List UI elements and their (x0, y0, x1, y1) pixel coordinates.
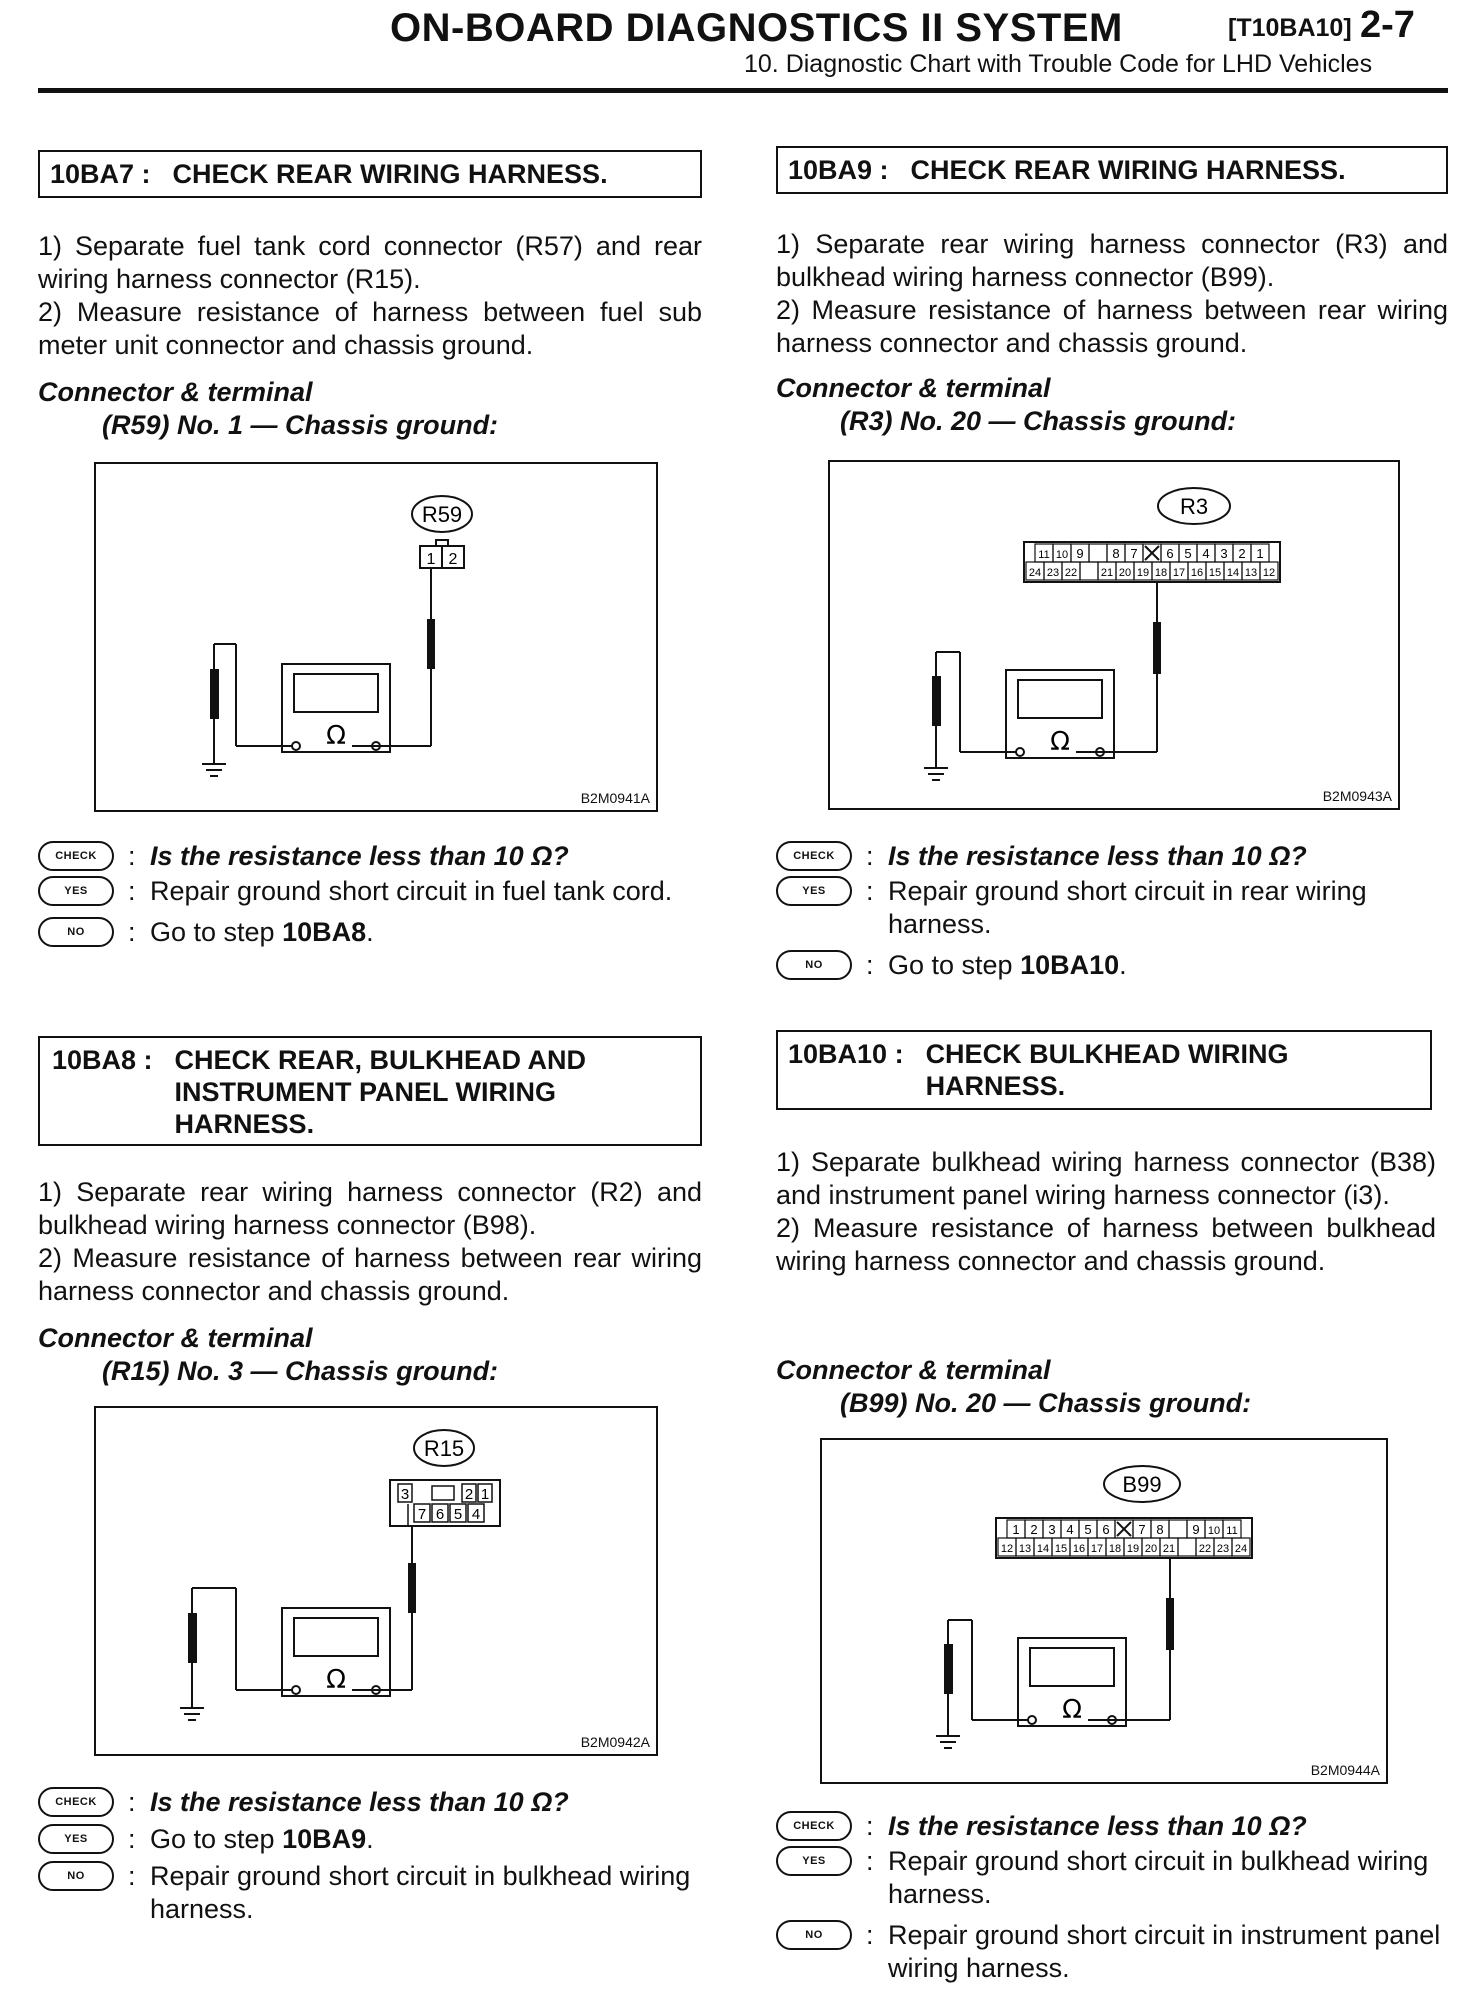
check-block-10ba7: CHECK : Is the resistance less than 10 Ω? YES : Repair ground short circuit in fuel tank cord. NO : Go to step 10BA8. (38, 840, 702, 949)
step-code: 10BA9 : (788, 155, 889, 185)
connector-pin-number: 7 (1130, 546, 1138, 561)
yes-badge: YES (38, 1824, 114, 1854)
connector-pin-number: 14 (1036, 1543, 1050, 1555)
circuit-diagram (830, 462, 1398, 808)
connector-pin-number: 23 (1046, 567, 1060, 579)
connector-pin-number: 1 (1256, 546, 1264, 561)
step-heading (776, 146, 1448, 194)
step-heading (38, 1036, 702, 1146)
svg-text:1: 1 (426, 551, 436, 568)
connector-pin-number: 15 (1054, 1543, 1068, 1555)
connector-pin-number: 5 (1084, 1522, 1092, 1537)
connector-pin (1080, 562, 1098, 580)
step-10ba9 (776, 146, 1448, 194)
connector-pin (1169, 1520, 1187, 1538)
step-code: 10BA7 : (50, 159, 151, 189)
wiring-figure-r59 (94, 462, 658, 812)
connector-pin (1089, 544, 1107, 562)
ohm-symbol: Ω (1050, 727, 1070, 757)
connector-label: B99 (1122, 1472, 1162, 1497)
step-title: CHECK BULKHEAD WIRING HARNESS. (925, 1039, 1289, 1101)
connector-pin-number: 13 (1244, 567, 1258, 579)
connector-pin-number: 17 (1172, 567, 1186, 579)
instruction-2: 2) Measure resistance of harness between bulkhead wiring harness connector and chassis ground. (776, 1213, 1436, 1276)
connector-pin-number: 11 (1038, 549, 1050, 561)
step-heading (38, 150, 702, 198)
yes-badge: YES (38, 876, 114, 906)
connector-pin-number: 11 (1226, 1525, 1238, 1537)
connector-terminal-label: Connector & terminal (776, 1355, 1051, 1385)
connector-pin-number: 16 (1072, 1543, 1086, 1555)
step-title: CHECK REAR WIRING HARNESS. (172, 159, 608, 189)
check-question: Is the resistance less than 10 Ω? (150, 841, 569, 871)
wiring-figure-r3 (828, 460, 1400, 810)
yes-action: Repair ground short circuit in bulkhead wiring harness. (888, 1846, 1429, 1909)
yes-action: Go to step 10BA9. (150, 1824, 374, 1854)
svg-text:7: 7 (417, 1506, 427, 1523)
connector-terminal-spec: (B99) No. 20 — Chassis ground: (840, 1388, 1252, 1418)
no-badge: NO (776, 1920, 852, 1950)
connector-pin-number: 24 (1028, 567, 1042, 579)
connector-pin-number: 22 (1198, 1543, 1212, 1555)
connector-pin-number: 19 (1136, 567, 1150, 579)
connector-pin-number: 6 (1102, 1522, 1110, 1537)
check-question: Is the resistance less than 10 Ω? (888, 841, 1307, 871)
figure-id: B2M0944A (1310, 1762, 1380, 1778)
connector-pin-number: 4 (1202, 546, 1210, 561)
svg-text:4: 4 (471, 1506, 481, 1523)
connector-label: R3 (1179, 494, 1209, 519)
step-title: CHECK REAR, BULKHEAD AND INSTRUMENT PANEL WIRING HARNESS. (174, 1045, 587, 1139)
connector-pin-number: 6 (1166, 546, 1174, 561)
connector-terminal-spec: (R59) No. 1 — Chassis ground: (102, 410, 499, 440)
connector-pin-number: 22 (1064, 567, 1078, 579)
figure-id: B2M0941A (580, 790, 650, 806)
connector-pin-number: 20 (1144, 1543, 1158, 1555)
instruction-2: 2) Measure resistance of harness between fuel sub meter unit connector and chassis ground. (38, 297, 702, 360)
connector-pin-number: 12 (1262, 567, 1276, 579)
connector-pin-number: 13 (1018, 1543, 1032, 1555)
connector-pin-grid (996, 1518, 1252, 1558)
connector-pin-number: 7 (1138, 1522, 1146, 1537)
step-code: 10BA8 : (52, 1045, 153, 1075)
connector-pin-number: 24 (1234, 1543, 1248, 1555)
connector-pin-number: 10 (1055, 549, 1069, 561)
connector-pin-number: 2 (1030, 1522, 1038, 1537)
no-action: Repair ground short circuit in bulkhead wiring harness. (150, 1861, 691, 1924)
figure-id: B2M0942A (580, 1734, 650, 1750)
section-code: [T10BA10] (1228, 14, 1352, 42)
yes-badge: YES (776, 1846, 852, 1876)
yes-badge: YES (776, 876, 852, 906)
connector-pin-number: 20 (1118, 567, 1132, 579)
step-heading (776, 1030, 1432, 1110)
connector-pin-number: 3 (1048, 1522, 1056, 1537)
step-10ba8 (38, 1036, 702, 1146)
connector-pin-number: 9 (1076, 546, 1084, 561)
no-action: Go to step 10BA8. (150, 917, 374, 947)
instruction-2: 2) Measure resistance of harness between rear wiring harness connector and chassis ground. (38, 1243, 702, 1306)
check-block-10ba10: CHECK : Is the resistance less than 10 Ω? YES : Repair ground short circuit in bulkhead wiring harness. NO : Repair ground short circuit in instrument panel wiring harness. (776, 1810, 1448, 1985)
connector-terminal-label: Connector & terminal (38, 1323, 313, 1353)
connector-pin-number: 2 (1238, 546, 1246, 561)
svg-text:2: 2 (448, 551, 458, 568)
connector-pin-number: 23 (1216, 1543, 1230, 1555)
svg-text:6: 6 (435, 1506, 445, 1523)
wiring-figure-r15 (94, 1406, 658, 1756)
instruction-1: 1) Separate fuel tank cord connector (R57) and rear wiring harness connector (R15). (38, 231, 702, 294)
check-badge: CHECK (776, 1811, 852, 1841)
connector-pin-number: 21 (1100, 567, 1114, 579)
svg-text:3: 3 (400, 1486, 410, 1503)
connector-pin-number: 19 (1126, 1543, 1140, 1555)
connector-label: R59 (421, 502, 463, 527)
instruction-2: 2) Measure resistance of harness between rear wiring harness connector and chassis ground. (776, 295, 1448, 358)
no-action: Repair ground short circuit in instrument panel wiring harness. (888, 1920, 1441, 1983)
svg-text:1: 1 (480, 1486, 490, 1503)
connector-pin-number: 9 (1192, 1522, 1200, 1537)
connector-pin-number: 10 (1207, 1525, 1221, 1537)
connector-pin-number: 17 (1090, 1543, 1104, 1555)
connector-pin-grid (1024, 542, 1280, 582)
connector-terminal-spec: (R3) No. 20 — Chassis ground: (840, 406, 1237, 436)
connector-pin-number: 5 (1184, 546, 1192, 561)
circuit-diagram (96, 464, 656, 810)
blocked-pin-mark (1117, 1522, 1131, 1536)
step-title: CHECK REAR WIRING HARNESS. (910, 155, 1346, 185)
connector-pin-number: 18 (1154, 567, 1168, 579)
no-badge: NO (38, 917, 114, 947)
connector-pin-number: 15 (1208, 567, 1222, 579)
connector-pin-number: 12 (1000, 1543, 1014, 1555)
check-badge: CHECK (776, 841, 852, 871)
ohm-symbol: Ω (1062, 1695, 1082, 1725)
connector-pin-number: 14 (1226, 567, 1240, 579)
step-link: 10BA10 (1020, 950, 1120, 980)
yes-action: Repair ground short circuit in fuel tank cord. (150, 876, 673, 906)
wiring-figure-b99 (820, 1438, 1388, 1784)
page-number: 2-7 (1360, 4, 1415, 46)
svg-text:2: 2 (464, 1486, 474, 1503)
figure-id: B2M0943A (1322, 788, 1392, 804)
connector-pin-number: 4 (1066, 1522, 1074, 1537)
check-question: Is the resistance less than 10 Ω? (150, 1787, 569, 1817)
step-link: 10BA8 (282, 917, 367, 947)
check-question: Is the resistance less than 10 Ω? (888, 1811, 1307, 1841)
connector-pin (1178, 1538, 1196, 1556)
ohm-symbol: Ω (326, 721, 346, 751)
step-10ba10 (776, 1030, 1432, 1110)
connector-pin-number: 8 (1112, 546, 1120, 561)
check-block-10ba8: CHECK : Is the resistance less than 10 Ω? YES : Go to step 10BA9. NO : Repair ground short circuit in bulkhead wiring harness. (38, 1786, 702, 1926)
no-badge: NO (776, 950, 852, 980)
connector-pin-number: 18 (1108, 1543, 1122, 1555)
circuit-diagram (96, 1408, 656, 1754)
connector-pin-number: 1 (1012, 1522, 1020, 1537)
connector-pin-number: 21 (1162, 1543, 1176, 1555)
instruction-1: 1) Separate bulkhead wiring harness connector (B38) and instrument panel wiring harness connector (i3). (776, 1147, 1436, 1210)
step-code: 10BA10 : (788, 1039, 904, 1069)
connector-terminal-spec: (R15) No. 3 — Chassis ground: (102, 1356, 499, 1386)
connector-label: R15 (423, 1436, 465, 1461)
instruction-1: 1) Separate rear wiring harness connector (R3) and bulkhead wiring harness connector (B99). (776, 229, 1448, 292)
page-subtitle: 10. Diagnostic Chart with Trouble Code for LHD Vehicles (744, 50, 1373, 78)
check-badge: CHECK (38, 841, 114, 871)
connector-terminal-label: Connector & terminal (776, 373, 1051, 403)
connector-pin-number: 8 (1156, 1522, 1164, 1537)
step-10ba7 (38, 150, 702, 198)
ohm-symbol: Ω (326, 1665, 346, 1695)
no-action: Go to step 10BA10. (888, 950, 1127, 980)
check-badge: CHECK (38, 1787, 114, 1817)
header-rule (38, 88, 1448, 93)
page-title: ON-BOARD DIAGNOSTICS II SYSTEM (390, 6, 1123, 50)
circuit-diagram (822, 1440, 1386, 1782)
svg-text:5: 5 (453, 1506, 463, 1523)
blocked-pin-mark (1145, 546, 1159, 560)
yes-action: Repair ground short circuit in rear wiring harness. (888, 876, 1367, 939)
connector-pin-number: 16 (1190, 567, 1204, 579)
no-badge: NO (38, 1861, 114, 1891)
connector-pin-number: 3 (1220, 546, 1228, 561)
check-block-10ba9: CHECK : Is the resistance less than 10 Ω? YES : Repair ground short circuit in rear wiring harness. NO : Go to step 10BA10. (776, 840, 1448, 982)
instruction-1: 1) Separate rear wiring harness connector (R2) and bulkhead wiring harness connector (B98). (38, 1177, 702, 1240)
step-link: 10BA9 (282, 1824, 367, 1854)
connector-terminal-label: Connector & terminal (38, 377, 313, 407)
